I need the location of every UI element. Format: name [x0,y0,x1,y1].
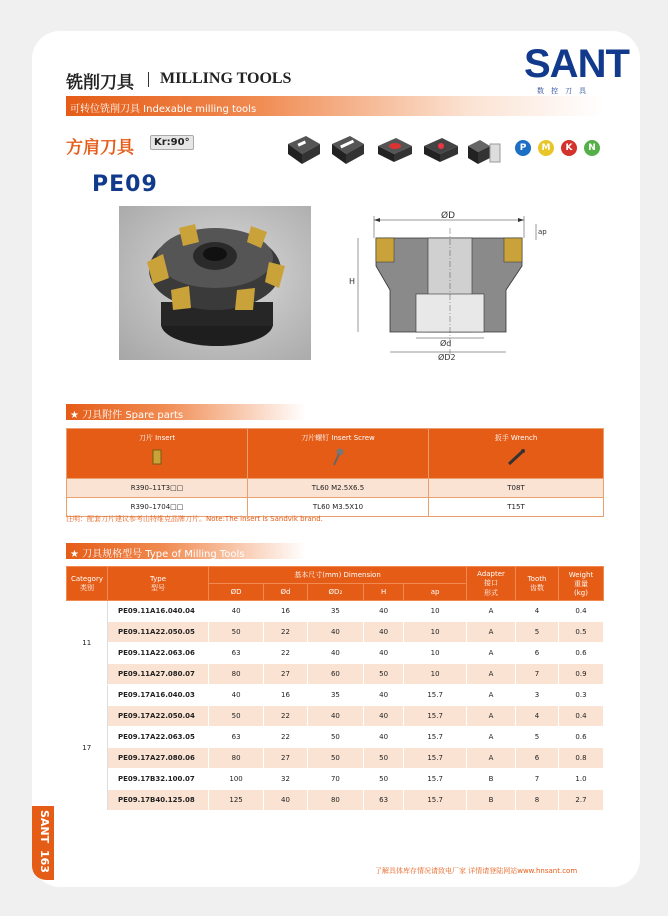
spec-cell: 40 [364,601,404,622]
spec-cell: A [467,622,516,643]
spec-header-tooth [516,567,559,601]
table-row [67,706,604,727]
table-row [67,790,604,811]
spec-table-body [67,567,604,811]
material-badge-n: N [584,140,600,156]
spec-cell: 22 [264,706,308,727]
spec-header-tooth-cn: 齿数 [530,583,544,592]
type-code-cell: PE09.17A16.040.03 [108,685,209,706]
spec-cell: 22 [264,727,308,748]
insert-icon [152,449,162,465]
spec-cell: 35 [307,685,363,706]
spec-cell: 125 [209,790,264,811]
spec-cell: 63 [209,643,264,664]
spec-cell: 40 [364,643,404,664]
spare-cell-screw: TL60 M3.5X10 [248,498,429,517]
spec-cell: 15.7 [404,706,467,727]
spec-cell: A [467,706,516,727]
spec-cell: 10 [404,643,467,664]
spec-header-ap: ap [404,584,467,601]
spare-parts-note: 注明：配套刀片建议参考山特维克品牌刀片。Note:The insert is Sandvik brand. [66,515,323,523]
spare-parts-table [66,428,604,517]
footer-contact: 了解具体库存情况请致电厂家 详情请登陆网站www.hnsant.com [375,867,578,875]
spec-cell: 50 [364,664,404,685]
spec-cell: 15.7 [404,727,467,748]
spec-cell: 40 [264,790,308,811]
spare-header-wrench-label: 扳手 Wrench [494,434,538,442]
spec-header-tooth-en: Tooth [527,574,547,583]
spec-header-d: Ød [264,584,308,601]
spare-cell-wrench: T15T [429,498,604,517]
spec-cell: 40 [364,685,404,706]
spec-header-category [67,567,108,601]
spec-cell: 80 [209,748,264,769]
type-code-cell: PE09.11A22.050.05 [108,622,209,643]
spec-cell: 7 [516,769,559,790]
screw-icon [331,448,345,466]
spec-cell: 0.4 [559,706,604,727]
spec-cell: A [467,685,516,706]
type-code-cell: PE09.11A27.080.07 [108,664,209,685]
spec-cell: A [467,664,516,685]
spec-header-type-cn: 型号 [151,583,165,592]
spec-cell: 50 [209,706,264,727]
header-separator [148,72,149,87]
spec-cell: 35 [307,601,363,622]
spec-cell: A [467,748,516,769]
spec-cell: 40 [209,685,264,706]
category-cell: 11 [67,601,108,685]
spec-cell: B [467,790,516,811]
spec-cell: 0.8 [559,748,604,769]
table-row [67,643,604,664]
kr-badge: Kr:90° [150,135,194,150]
spec-header-D2: ØD₂ [307,584,363,601]
spec-cell: 0.5 [559,622,604,643]
spec-cell: 27 [264,748,308,769]
spec-cell: 50 [364,769,404,790]
spec-cell: 6 [516,643,559,664]
spec-table [66,566,604,811]
spec-cell: 60 [307,664,363,685]
spec-cell: 0.3 [559,685,604,706]
spec-cell: 15.7 [404,685,467,706]
spec-cell: 70 [307,769,363,790]
spec-cell: 63 [364,790,404,811]
section-title: 方肩刀具 [66,138,134,158]
spec-cell: 8 [516,790,559,811]
wrench-icon [505,448,527,466]
spec-header-adapter-cn2: 形式 [484,588,498,597]
dim-label-H: H [349,277,356,286]
spec-cell: 80 [307,790,363,811]
spec-header-weight-unit: (kg) [574,588,588,597]
spec-header-adapter-cn1: 接口 [484,578,498,587]
spec-cell: 32 [264,769,308,790]
spec-cell: 40 [364,706,404,727]
spec-cell: 2.7 [559,790,604,811]
spec-cell: 50 [307,727,363,748]
spec-cell: 5 [516,622,559,643]
spec-header-type-en: Type [149,574,167,583]
spec-cell: 50 [307,748,363,769]
spec-cell: 16 [264,601,308,622]
spec-cell: 15.7 [404,769,467,790]
type-code-cell: PE09.17B32.100.07 [108,769,209,790]
table-row [67,769,604,790]
spec-cell: 100 [209,769,264,790]
spec-header-weight [559,567,604,601]
category-cell: 17 [67,685,108,811]
technical-drawing [346,206,556,370]
spec-cell: 0.9 [559,664,604,685]
table-row [67,664,604,685]
spec-title: ★ 刀具规格型号 Type of Milling Tools [70,549,245,560]
type-code-cell: PE09.11A16.040.04 [108,601,209,622]
type-code-cell: PE09.17A27.080.06 [108,748,209,769]
table-row [67,748,604,769]
header-en-title: MILLING TOOLS [160,70,292,87]
spare-header-row [67,429,604,479]
spec-cell: 0.6 [559,643,604,664]
table-row [67,622,604,643]
spec-cell: A [467,601,516,622]
spec-cell: 5 [516,727,559,748]
spec-cell: 50 [364,748,404,769]
dim-label-D2: ØD2 [438,353,456,362]
spec-cell: 0.6 [559,727,604,748]
header-cn-title: 铣削刀具 [66,73,134,93]
material-badge-m: M [538,140,554,156]
spec-cell: 15.7 [404,790,467,811]
spec-cell: 63 [209,727,264,748]
spec-header-adapter-en: Adapter [477,569,505,578]
spec-cell: 40 [364,727,404,748]
spec-cell: 40 [307,643,363,664]
spec-cell: 3 [516,685,559,706]
category-band-text: 可转位铣削刀具 Indexable milling tools [70,104,257,115]
spec-cell: 6 [516,748,559,769]
spare-header-screw-label: 刀片螺钉 Insert Screw [301,434,375,442]
milling-cutter-image [119,206,311,360]
spec-cell: 50 [209,622,264,643]
spec-cell: B [467,769,516,790]
spare-header-wrench [429,429,604,479]
spare-cell-screw: TL60 M2.5X6.5 [248,479,429,498]
type-code-cell: PE09.17A22.063.05 [108,727,209,748]
spec-header-D: ØD [209,584,264,601]
spare-header-insert [67,429,248,479]
block-icon-2 [332,136,364,164]
table-row [67,727,604,748]
spec-cell: 40 [209,601,264,622]
spec-cell: 4 [516,601,559,622]
model-name: PE09 [92,172,158,197]
type-code-cell: PE09.11A22.063.06 [108,643,209,664]
spare-header-screw [248,429,429,479]
spec-header-adapter [467,567,516,601]
spec-cell: 4 [516,706,559,727]
spec-cell: 22 [264,622,308,643]
spec-cell: 10 [404,601,467,622]
spare-cell-wrench: T08T [429,479,604,498]
side-tab-page: 163 [38,850,51,873]
brand-logo: SANT [524,42,629,86]
spec-header-weight-cn: 重量 [574,579,588,588]
block-icon-5 [468,140,500,164]
dim-label-ap: ap [538,228,547,236]
spec-header-category-cn: 类别 [80,583,94,592]
spare-cell-insert: R390–11T3□□ [67,479,248,498]
spare-row [67,479,604,498]
table-row [67,601,604,622]
type-code-cell: PE09.17A22.050.04 [108,706,209,727]
block-icon-1 [288,136,320,164]
spare-parts-title: ★ 刀具附件 Spare parts [70,410,184,421]
type-code-cell: PE09.17B40.125.08 [108,790,209,811]
side-tab-brand: SANT [38,810,51,844]
spare-cell-insert: R390–1704□□ [67,498,248,517]
drawing-svg [346,206,556,366]
spec-cell: A [467,727,516,748]
spec-header-dimension: 基本尺寸(mm) Dimension [209,567,467,584]
spec-header-type [108,567,209,601]
table-row [67,685,604,706]
block-icon-3 [378,138,412,162]
spec-header-row-1 [67,567,604,584]
spec-cell: A [467,643,516,664]
spec-cell: 27 [264,664,308,685]
insert-shape-icons [286,134,506,168]
brand-logo-subtitle: 数控刀具 [537,87,593,95]
product-photo [119,206,311,360]
spec-cell: 40 [307,706,363,727]
spec-cell: 10 [404,664,467,685]
spec-cell: 22 [264,643,308,664]
spec-cell: 16 [264,685,308,706]
spec-cell: 7 [516,664,559,685]
dim-label-D: ØD [441,211,456,221]
spec-cell: 10 [404,622,467,643]
material-badge-k: K [561,140,577,156]
spec-header-H: H [364,584,404,601]
block-icon-4 [424,138,458,162]
dim-label-d: Ød [440,339,452,348]
material-badge-p: P [515,140,531,156]
spec-cell: 0.4 [559,601,604,622]
spec-cell: 1.0 [559,769,604,790]
spare-header-insert-label: 刀片 Insert [138,434,176,442]
spec-cell: 40 [307,622,363,643]
material-icons [286,134,506,172]
side-tab [32,806,54,880]
spec-cell: 80 [209,664,264,685]
spec-header-category-en: Category [71,574,103,583]
spec-cell: 15.7 [404,748,467,769]
spec-header-weight-en: Weight [568,570,594,579]
spec-cell: 40 [364,622,404,643]
